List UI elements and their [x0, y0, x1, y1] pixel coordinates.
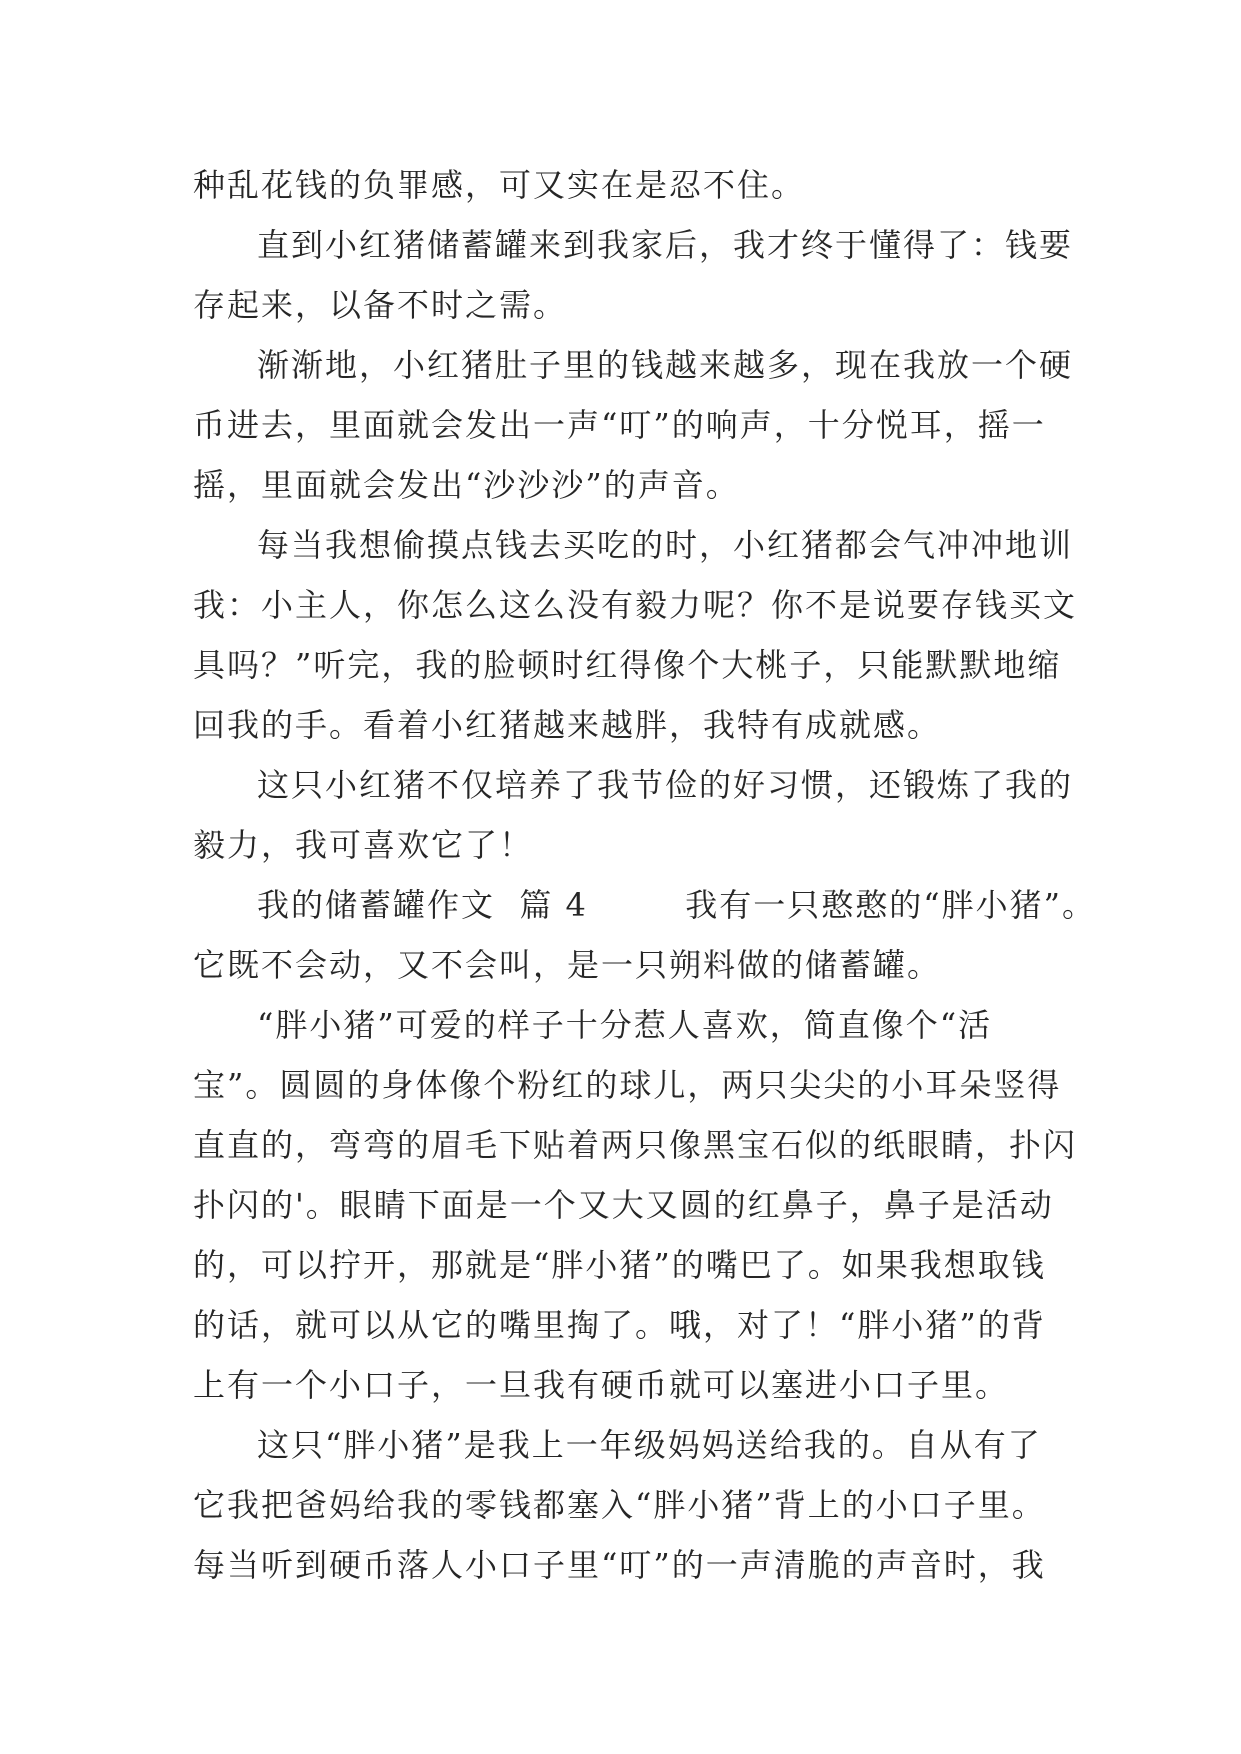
text-line: 具吗？”听完，我的脸顿时红得像个大桃子，只能默默地缩 [193, 646, 1062, 684]
text-line: 毅力，我可喜欢它了！ [193, 826, 534, 864]
text-line: 这只“胖小猪”是我上一年级妈妈送给我的。自从有了 [257, 1426, 1042, 1464]
text-line: 宝”。圆圆的身体像个粉红的球儿，两只尖尖的小耳朵竖得 [193, 1066, 1062, 1104]
text-line: 这只小红猪不仅培养了我节俭的好习惯，还锻炼了我的 [257, 766, 1074, 804]
text-line: 它既不会动，又不会叫，是一只朔料做的储蓄罐。 [193, 946, 942, 984]
text-line: 渐渐地，小红猪肚子里的钱越来越多，现在我放一个硬 [257, 346, 1074, 384]
text-line: 种乱花钱的负罪感，可又实在是忍不住。 [193, 166, 806, 204]
text-line: 回我的手。看着小红猪越来越胖，我特有成就感。 [193, 706, 942, 744]
text-line: 币进去，里面就会发出一声“叮”的响声，十分悦耳，摇一 [193, 406, 1046, 444]
text-line: 它我把爸妈给我的零钱都塞入“胖小猪”背上的小口子里。 [193, 1486, 1046, 1524]
text-line: 的话，就可以从它的嘴里掏了。哦，对了！“胖小猪”的背 [193, 1306, 1046, 1344]
text-line: 我：小主人，你怎么这么没有毅力呢？你不是说要存钱买文 [193, 586, 1078, 624]
text-line: 存起来，以备不时之需。 [193, 286, 568, 324]
text-line: 每当听到硬币落人小口子里“叮”的一声清脆的声音时，我 [193, 1546, 1046, 1584]
essay-body [193, 155, 1096, 1595]
text-line: “胖小猪”可爱的样子十分惹人喜欢，简直像个“活 [257, 1006, 993, 1044]
text-line: 直到小红猪储蓄罐来到我家后，我才终于懂得了：钱要 [257, 226, 1074, 264]
text-line: 直直的，弯弯的眉毛下贴着两只像黑宝石似的纸眼睛，扑闪 [193, 1126, 1078, 1164]
text-line: 摇，里面就会发出“沙沙沙”的声音。 [193, 466, 740, 504]
text-line: 的，可以拧开，那就是“胖小猪”的嘴巴了。如果我想取钱 [193, 1246, 1046, 1284]
text-line: 每当我想偷摸点钱去买吃的时，小红猪都会气冲冲地训 [257, 526, 1074, 564]
section-heading-line: 我的储蓄罐作文 篇 4 我有一只憨憨的“胖小猪”。 [257, 886, 1096, 924]
text-line: 上有一个小口子，一旦我有硬币就可以塞进小口子里。 [193, 1366, 1010, 1404]
text-line: 扑闪的'。眼睛下面是一个又大又圆的红鼻子，鼻子是活动 [193, 1186, 1054, 1224]
